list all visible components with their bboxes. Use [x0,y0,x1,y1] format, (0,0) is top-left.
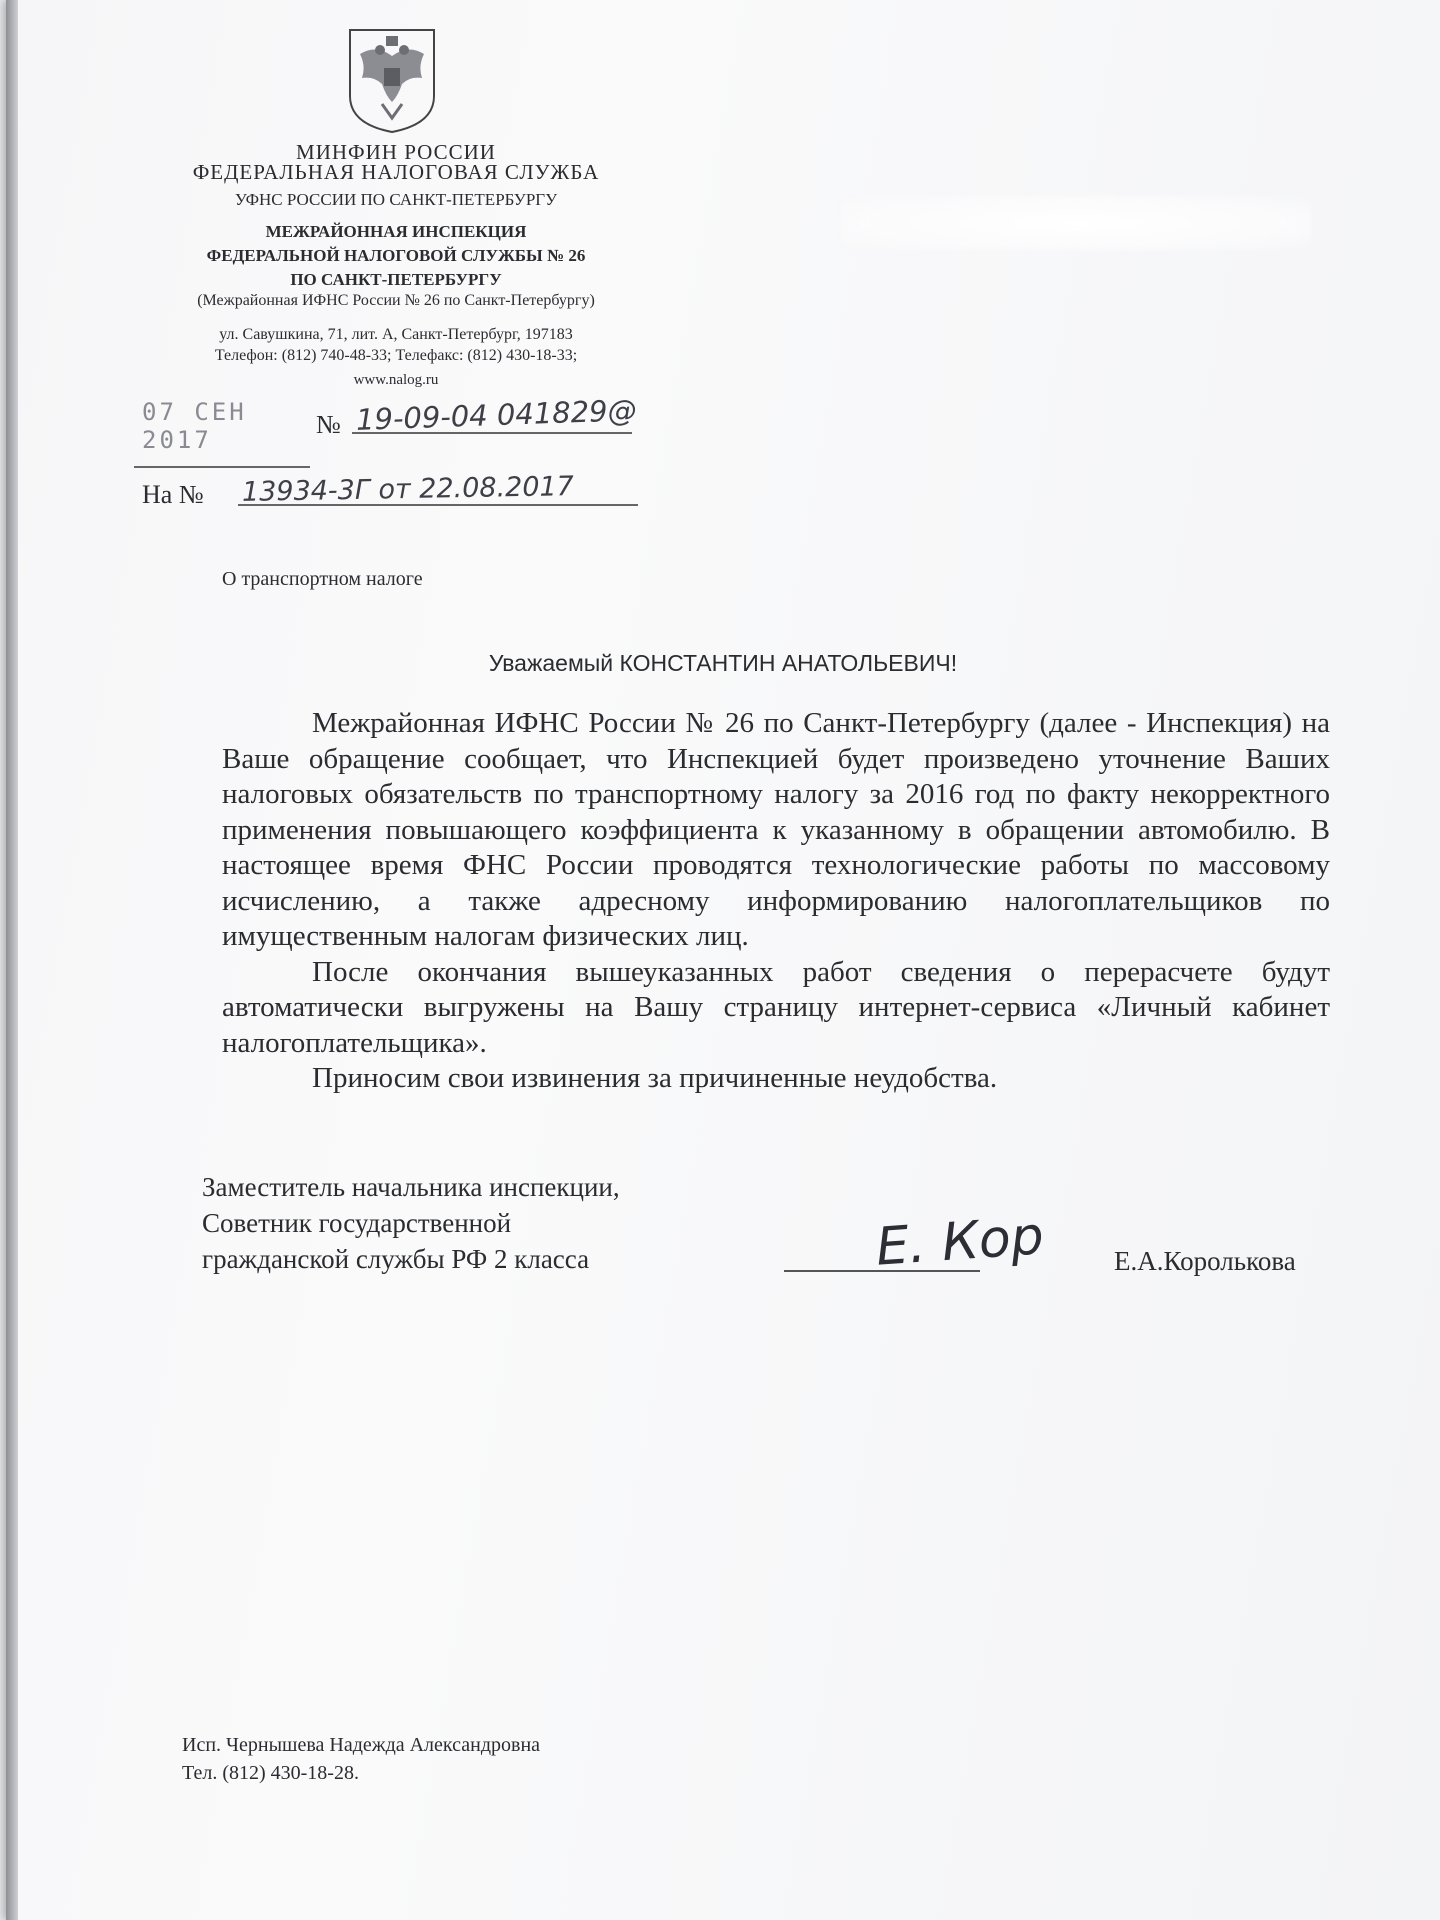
signer-title-3: гражданской службы РФ 2 класса [202,1244,590,1274]
redacted-addressee [841,196,1311,250]
coat-of-arms-icon [342,26,442,136]
inspection-line-2: ФЕДЕРАЛЬНОЙ НАЛОГОВОЙ СЛУЖБЫ № 26 [206,246,586,265]
executor-name: Исп. Чернышева Надежда Александровна [182,1734,541,1756]
paragraph: После окончания вышеуказанных работ сведения о перерасчете будут автоматически выгружены на Вашу страницу интернет-сервиса «Личный кабинет налогоплательщика». [222,955,1330,1059]
short-name: (Межрайонная ИФНС России № 26 по Санкт-Петербургу) [197,292,595,309]
date-stamp: 07 СЕН 2017 [134,398,310,468]
reply-prefix: На № [142,480,204,509]
ministry-name: МИНФИН РОССИИ [296,140,496,164]
signer-title-1: Заместитель начальника инспекции, [202,1172,620,1202]
service-name: ФЕДЕРАЛЬНАЯ НАЛОГОВАЯ СЛУЖБА [192,160,600,184]
paragraph: Приносим свои извинения за причиненные неудобства. [312,1062,998,1094]
handwritten-signature: Е. Кор [874,1206,1046,1278]
website: www.nalog.ru [353,372,439,388]
inspection-line-3: ПО САНКТ-ПЕТЕРБУРГУ [290,270,502,289]
salutation: Уважаемый КОНСТАНТИН АНАТОЛЬЕВИЧ! [488,650,958,676]
outgoing-number: 19-09-04 041829@ [355,393,638,437]
signer-name: Е.А.Королькова [1114,1246,1296,1276]
letter-page [6,0,1440,1920]
paragraph: Межрайонная ИФНС России № 26 по Санкт-Петербургу (далее - Инспекция) на Ваше обращение сообщает, что Инспекцией будет произведено уточнение Ваших налоговых обязательств по транспортному налогу за 2016 год по факту некорректного применения повышающего коэффициента к указанному в обращении автомобилю. В настоящее время ФНС России проводятся технологические работы по массовому исчислению, а также адресному информированию налогоплательщиков по имущественным налогам физических лиц. [222,707,1330,952]
regional-office: УФНС РОССИИ ПО САНКТ-ПЕТЕРБУРГУ [234,190,558,209]
address: ул. Савушкина, 71, лит. А, Санкт-Петербург, 197183 [219,326,573,343]
number-prefix: № [316,410,341,439]
signer-title-2: Советник государственной [202,1208,512,1238]
letter-body [222,706,1330,1097]
subject: О транспортном налоге [222,568,423,590]
inspection-line-1: МЕЖРАЙОННАЯ ИНСПЕКЦИЯ [265,222,527,241]
executor-phone: Тел. (812) 430-18-28. [182,1762,359,1784]
reply-number: 13934-3Г от 22.08.2017 [241,471,575,508]
page-edge-shadow [6,0,18,1920]
phones: Телефон: (812) 740-48-33; Телефакс: (812) 430-18-33; [214,347,578,364]
